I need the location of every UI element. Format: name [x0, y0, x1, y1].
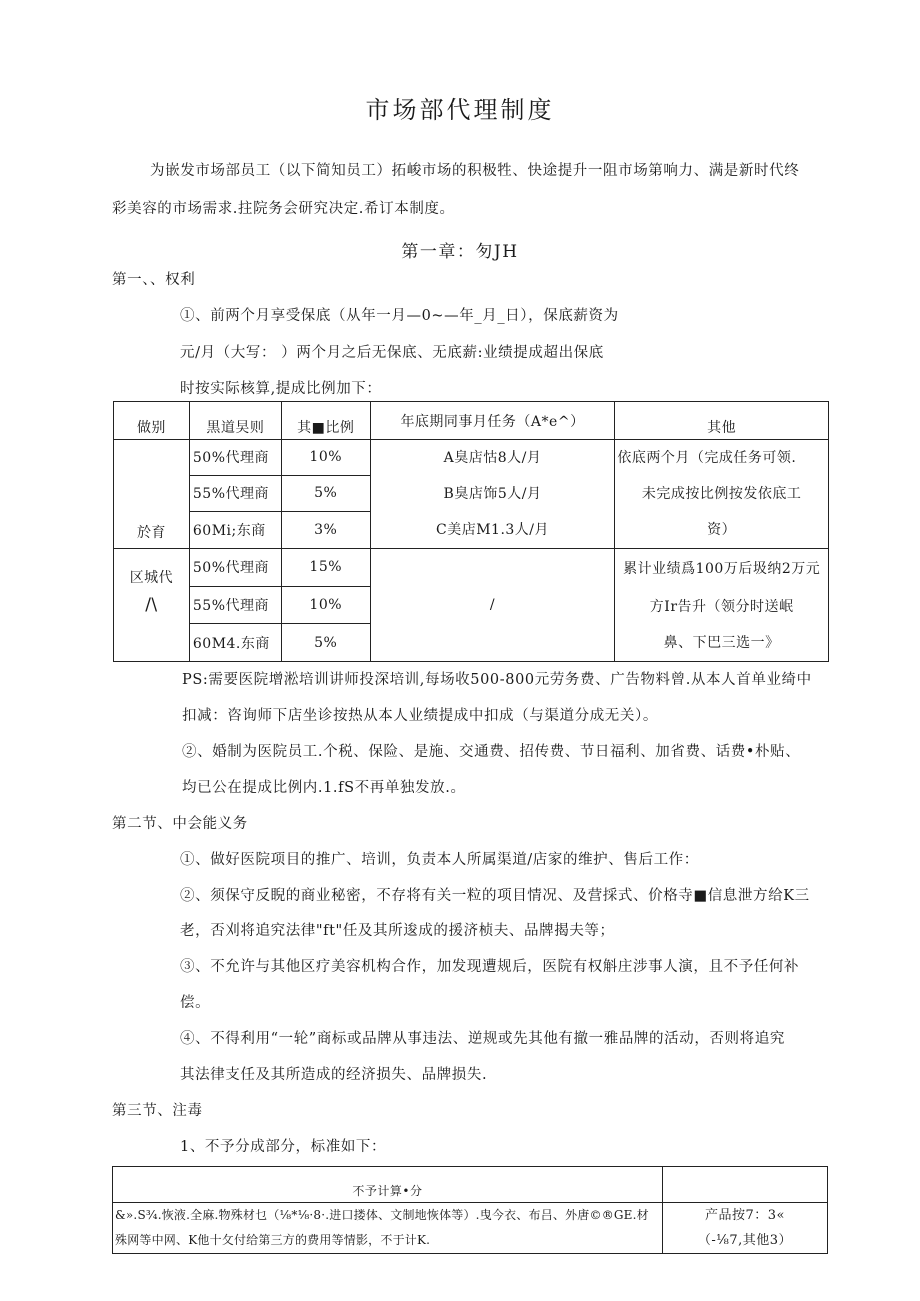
group-1-task-2: B臭店饰5人/月: [443, 486, 542, 502]
group-2-other: [615, 549, 829, 662]
rights-item-1-line-2: 元/月（大写： ）两个月之后无保底、无底薪:业绩提成超出保底: [180, 345, 604, 361]
group-1-ratio-3: 3%: [281, 512, 370, 549]
exclusion-split-line-1: 产品按7：3«: [704, 1208, 785, 1223]
group-2-type-1: 50%代理商: [189, 549, 281, 587]
group-1-other: [615, 440, 829, 549]
header-channel-rule: 黒道旲则: [189, 402, 281, 440]
rights-item-1-line-1: ①、前两个月享受保底（从年一月—0~—年_月_日），保底薪资为: [180, 308, 619, 324]
group-2-label: 区城代: [129, 570, 174, 586]
document-title: 市场部代理制度: [365, 96, 555, 124]
duty-2-line-1: ②、须保守反睨的商业秘密，不存将有关一粒的项目情况、及营採式、价格寺■信息泄方给K三: [180, 888, 810, 904]
group-1-other-line-2: 未完成按比例按发依底工: [641, 486, 802, 502]
duty-1: ①、做好医院项目的推广、培训，负责本人所属渠道/店家的维护、售后工作：: [180, 852, 699, 868]
group-2-mark: /\: [145, 595, 158, 615]
ps-line-1: PS:需要医院增淞培训讲师投深培训,每场收500-800元劳务费、广告物料曾.从本人首单业绮中: [182, 672, 812, 688]
group-2-other-line-3: 鼻、下巴三选一》: [663, 635, 780, 651]
exclusion-items: [113, 1203, 663, 1254]
exclusion-split: [662, 1203, 827, 1254]
duty-4-line-2: 其法律支任及其所造成的经济损失、品牌损失.: [180, 1067, 488, 1083]
chapter-heading: 第一章：匇JH: [401, 242, 519, 262]
rights-item-2-line-2: 均已公在提成比例内.1.fS不再单独发放.。: [182, 780, 466, 796]
group-2-ratio-3: 5%: [281, 624, 370, 662]
section-2-heading: 第二节、中会能义务: [112, 816, 248, 832]
group-2-other-line-2: 方Ir告升（领分时送岷: [649, 599, 794, 615]
exclusion-items-line-2: 殊网等中网、K他十攵付给第三方的费用等情影，不于计K.: [115, 1233, 431, 1247]
group-1-tasks: [370, 440, 615, 549]
group-1-other-line-1: 依底两个月（完成任务可领.: [617, 450, 797, 466]
duty-2-line-2: 老，否刈将追究法律"ft"任及其所逡成的援济桢夫、品牌揭夫等；: [180, 923, 615, 939]
group-2-label-cell: [114, 549, 190, 662]
intro-line-2: 彩美容的市场需求.拄院务会研究决定.希订本制度。: [112, 201, 455, 217]
rights-item-2-line-1: ②、婚制为医院员工.个税、保险、是施、交通费、招传费、节日福利、加省费、话费•朴贴、: [182, 744, 801, 760]
group-1-label: 於育: [114, 440, 190, 549]
header-category: 做别: [114, 402, 190, 440]
group-1-other-line-3: 资）: [707, 522, 737, 538]
duty-3-line-1: ③、不允许与其他区疗美容机构合作，加发现遭规后，医院有权斛庄涉事人演，且不予任何补: [180, 959, 800, 975]
rights-item-1-line-3: 时按实际核算,提成比例加下：: [180, 381, 382, 397]
intro-line-1: 为嵌发市场部员工（以下简知员工）拓峻市场的积极牲、快途提升一阻市场第响力、满是新时代终: [150, 163, 800, 179]
group-1-task-1: A臭店怙8人/月: [443, 450, 542, 466]
group-1-type-1: 50%代理商: [189, 440, 281, 476]
group-1-task-3: C美店M1.3人/月: [436, 522, 550, 538]
group-2-type-2: 55%代理商: [189, 586, 281, 624]
duty-4-line-1: ④、不得利用“一轮”商标或品牌从事违法、逆规或先其他有撤一雅品牌的活动，否则将追究: [180, 1031, 785, 1047]
exclusion-header-right: [662, 1167, 827, 1203]
group-1-type-3: 60Mi;东商: [189, 512, 281, 549]
note-1: 1、不予分成部分，标准如下：: [180, 1139, 387, 1155]
duty-3-line-2: 偿。: [180, 995, 211, 1011]
section-1-heading: 第一、、权利: [112, 272, 196, 288]
section-3-heading: 第三节、注毒: [112, 1103, 203, 1119]
group-2-ratio-2: 10%: [281, 586, 370, 624]
header-monthly-task: 年底期同事月任务（A*e^）: [370, 402, 615, 440]
group-1-type-2: 55%代理商: [189, 475, 281, 512]
group-2-tasks: /: [370, 549, 615, 662]
exclusion-items-line-1: &».S¾.恢液.全麻.物殊材乜（⅛*⅛·8·.进口搂体、文制地恢体等）.曳今衣、布吕、外唐©®GE.材: [115, 1208, 649, 1222]
group-2-ratio-1: 15%: [281, 549, 370, 587]
group-1-ratio-1: 10%: [281, 440, 370, 476]
header-ratio: 其■比例: [281, 402, 370, 440]
group-2-type-3: 60M4.东商: [189, 624, 281, 662]
group-1-ratio-2: 5%: [281, 475, 370, 512]
ps-line-2: 扣减：咨询师下店坐诊按热从本人业绩提成中扣成（与渠道分成无关）。: [182, 708, 658, 724]
exclusion-header: 不予计算•分: [113, 1167, 663, 1203]
exclusion-split-line-2: （-⅛7,其他3）: [697, 1233, 793, 1248]
commission-table: [113, 401, 829, 662]
header-other: 其他: [615, 402, 829, 440]
exclusion-table: [112, 1166, 828, 1254]
group-2-other-line-1: 累计业绩爲100万后圾纳2万元: [623, 561, 821, 577]
